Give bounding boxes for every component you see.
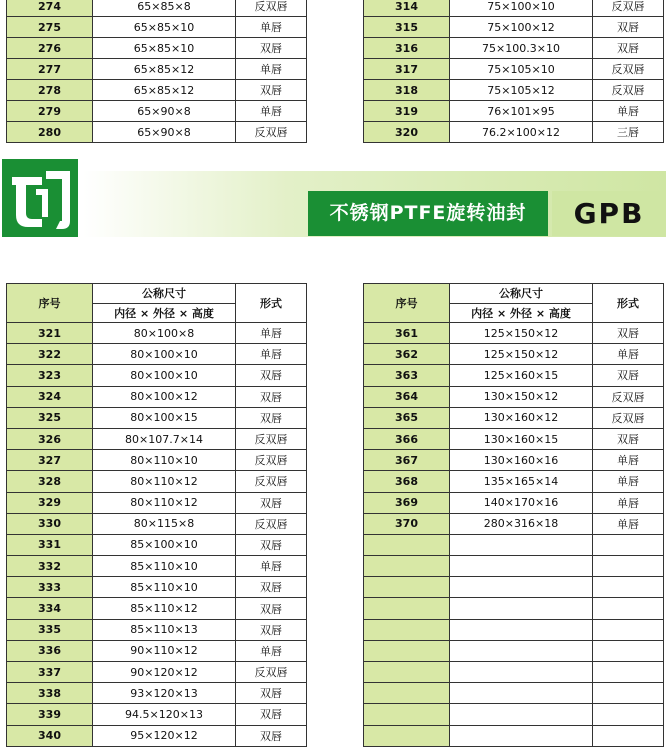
serial-cell: 335 bbox=[7, 619, 93, 640]
serial-cell: 365 bbox=[364, 407, 450, 428]
form-cell: 反双唇 bbox=[593, 386, 664, 407]
serial-cell: 325 bbox=[7, 407, 93, 428]
serial-cell: 366 bbox=[364, 428, 450, 449]
table-row bbox=[7, 59, 307, 80]
serial-cell: 276 bbox=[7, 38, 93, 59]
banner-code: GPB bbox=[552, 191, 666, 236]
size-cell: 75×105×12 bbox=[450, 80, 593, 101]
form-cell: 单唇 bbox=[593, 450, 664, 471]
table-row bbox=[7, 577, 307, 598]
table-row bbox=[7, 80, 307, 101]
form-cell bbox=[593, 662, 664, 683]
serial-cell: 332 bbox=[7, 556, 93, 577]
form-cell: 双唇 bbox=[236, 683, 307, 704]
serial-cell: 362 bbox=[364, 344, 450, 365]
form-cell: 单唇 bbox=[236, 344, 307, 365]
serial-cell: 333 bbox=[7, 577, 93, 598]
serial-cell: 329 bbox=[7, 492, 93, 513]
serial-cell: 339 bbox=[7, 704, 93, 725]
size-cell: 125×150×12 bbox=[450, 323, 593, 344]
table-row bbox=[7, 556, 307, 577]
form-cell: 单唇 bbox=[236, 640, 307, 661]
table-row bbox=[364, 513, 664, 534]
size-cell: 85×100×10 bbox=[93, 534, 236, 555]
size-cell: 80×110×12 bbox=[93, 471, 236, 492]
size-cell: 80×115×8 bbox=[93, 513, 236, 534]
form-cell bbox=[593, 619, 664, 640]
serial-cell: 320 bbox=[364, 122, 450, 143]
size-cell bbox=[450, 725, 593, 746]
size-cell bbox=[450, 598, 593, 619]
table-row bbox=[364, 704, 664, 725]
size-cell: 80×100×10 bbox=[93, 365, 236, 386]
serial-cell: 323 bbox=[7, 365, 93, 386]
table-row bbox=[7, 0, 307, 17]
form-cell: 反双唇 bbox=[236, 122, 307, 143]
size-cell: 80×107.7×14 bbox=[93, 428, 236, 449]
serial-cell: 336 bbox=[7, 640, 93, 661]
size-cell: 130×150×12 bbox=[450, 386, 593, 407]
form-cell bbox=[593, 640, 664, 661]
top-left-table bbox=[6, 0, 307, 143]
header-dims: 内径 × 外径 × 高度 bbox=[93, 303, 236, 323]
serial-cell: 328 bbox=[7, 471, 93, 492]
serial-cell bbox=[364, 683, 450, 704]
size-cell: 65×85×12 bbox=[93, 80, 236, 101]
serial-cell bbox=[364, 534, 450, 555]
form-cell: 反双唇 bbox=[593, 0, 664, 17]
form-cell: 双唇 bbox=[236, 577, 307, 598]
bottom-left-body bbox=[7, 323, 307, 747]
table-row bbox=[364, 556, 664, 577]
serial-cell: 280 bbox=[7, 122, 93, 143]
bottom-right-body bbox=[364, 323, 664, 747]
size-cell: 125×160×15 bbox=[450, 365, 593, 386]
size-cell bbox=[450, 704, 593, 725]
serial-cell: 364 bbox=[364, 386, 450, 407]
header-row bbox=[7, 284, 307, 304]
table-row bbox=[7, 101, 307, 122]
table-row bbox=[364, 471, 664, 492]
size-cell: 85×110×10 bbox=[93, 577, 236, 598]
form-cell: 反双唇 bbox=[236, 471, 307, 492]
top-right-table bbox=[363, 0, 664, 143]
serial-cell: 369 bbox=[364, 492, 450, 513]
form-cell bbox=[593, 534, 664, 555]
header-dims: 内径 × 外径 × 高度 bbox=[450, 303, 593, 323]
table-row bbox=[364, 38, 664, 59]
size-cell: 94.5×120×13 bbox=[93, 704, 236, 725]
form-cell: 双唇 bbox=[236, 407, 307, 428]
table-row bbox=[364, 619, 664, 640]
header-serial: 序号 bbox=[7, 284, 93, 323]
section-banner bbox=[0, 159, 666, 239]
table-row bbox=[7, 704, 307, 725]
header-form: 形式 bbox=[593, 284, 664, 323]
size-cell: 65×90×8 bbox=[93, 122, 236, 143]
size-cell: 80×100×15 bbox=[93, 407, 236, 428]
size-cell: 75×105×10 bbox=[450, 59, 593, 80]
form-cell: 单唇 bbox=[593, 492, 664, 513]
header-serial: 序号 bbox=[364, 284, 450, 323]
size-cell bbox=[450, 640, 593, 661]
serial-cell: 327 bbox=[7, 450, 93, 471]
serial-cell: 331 bbox=[7, 534, 93, 555]
table-row bbox=[7, 323, 307, 344]
header-nominal: 公称尺寸 bbox=[93, 284, 236, 304]
table-row bbox=[364, 101, 664, 122]
table-row bbox=[7, 407, 307, 428]
form-cell bbox=[593, 704, 664, 725]
form-cell: 单唇 bbox=[236, 59, 307, 80]
serial-cell bbox=[364, 725, 450, 746]
form-cell bbox=[593, 683, 664, 704]
serial-cell bbox=[364, 556, 450, 577]
size-cell: 85×110×13 bbox=[93, 619, 236, 640]
serial-cell: 319 bbox=[364, 101, 450, 122]
size-cell: 80×110×10 bbox=[93, 450, 236, 471]
form-cell: 反双唇 bbox=[236, 662, 307, 683]
form-cell bbox=[593, 556, 664, 577]
serial-cell: 340 bbox=[7, 725, 93, 746]
table-row bbox=[364, 344, 664, 365]
header-row bbox=[364, 284, 664, 304]
table-row bbox=[364, 0, 664, 17]
form-cell: 双唇 bbox=[236, 725, 307, 746]
serial-cell: 275 bbox=[7, 17, 93, 38]
size-cell: 90×110×12 bbox=[93, 640, 236, 661]
form-cell bbox=[593, 598, 664, 619]
size-cell: 125×150×12 bbox=[450, 344, 593, 365]
size-cell: 65×85×12 bbox=[93, 59, 236, 80]
table-row bbox=[7, 640, 307, 661]
table-row bbox=[364, 407, 664, 428]
form-cell: 单唇 bbox=[593, 344, 664, 365]
serial-cell: 322 bbox=[7, 344, 93, 365]
form-cell: 三唇 bbox=[593, 122, 664, 143]
table-row bbox=[364, 534, 664, 555]
table-row bbox=[364, 59, 664, 80]
table-row bbox=[364, 323, 664, 344]
serial-cell: 361 bbox=[364, 323, 450, 344]
form-cell: 单唇 bbox=[236, 17, 307, 38]
form-cell: 双唇 bbox=[236, 38, 307, 59]
table-row bbox=[364, 598, 664, 619]
form-cell: 双唇 bbox=[593, 38, 664, 59]
seal-profile-icon bbox=[2, 159, 78, 237]
serial-cell: 277 bbox=[7, 59, 93, 80]
table-row bbox=[7, 513, 307, 534]
serial-cell: 314 bbox=[364, 0, 450, 17]
size-cell: 130×160×16 bbox=[450, 450, 593, 471]
size-cell: 65×85×8 bbox=[93, 0, 236, 17]
table-row bbox=[7, 38, 307, 59]
table-row bbox=[364, 492, 664, 513]
form-cell bbox=[593, 725, 664, 746]
table-row bbox=[7, 344, 307, 365]
table-row bbox=[364, 450, 664, 471]
form-cell: 双唇 bbox=[236, 534, 307, 555]
form-cell: 双唇 bbox=[236, 619, 307, 640]
table-row bbox=[364, 428, 664, 449]
size-cell: 93×120×13 bbox=[93, 683, 236, 704]
size-cell: 135×165×14 bbox=[450, 471, 593, 492]
form-cell: 双唇 bbox=[236, 386, 307, 407]
serial-cell bbox=[364, 662, 450, 683]
serial-cell: 274 bbox=[7, 0, 93, 17]
serial-cell: 318 bbox=[364, 80, 450, 101]
serial-cell bbox=[364, 704, 450, 725]
table-row bbox=[7, 17, 307, 38]
serial-cell: 315 bbox=[364, 17, 450, 38]
size-cell: 76.2×100×12 bbox=[450, 122, 593, 143]
size-cell: 65×85×10 bbox=[93, 38, 236, 59]
serial-cell: 338 bbox=[7, 683, 93, 704]
table-row bbox=[7, 725, 307, 746]
serial-cell: 324 bbox=[7, 386, 93, 407]
form-cell: 双唇 bbox=[593, 428, 664, 449]
size-cell: 80×100×10 bbox=[93, 344, 236, 365]
bottom-right-table bbox=[363, 283, 664, 747]
table-row bbox=[364, 80, 664, 101]
size-cell: 80×110×12 bbox=[93, 492, 236, 513]
table-row bbox=[364, 386, 664, 407]
form-cell: 反双唇 bbox=[236, 428, 307, 449]
form-cell: 双唇 bbox=[236, 492, 307, 513]
table-row bbox=[7, 683, 307, 704]
form-cell: 反双唇 bbox=[236, 450, 307, 471]
size-cell bbox=[450, 556, 593, 577]
form-cell: 单唇 bbox=[593, 513, 664, 534]
table-row bbox=[364, 683, 664, 704]
table-row bbox=[7, 428, 307, 449]
serial-cell bbox=[364, 640, 450, 661]
form-cell: 反双唇 bbox=[236, 0, 307, 17]
table-row bbox=[7, 534, 307, 555]
form-cell: 双唇 bbox=[593, 323, 664, 344]
table-row bbox=[7, 598, 307, 619]
form-cell: 单唇 bbox=[236, 556, 307, 577]
serial-cell: 367 bbox=[364, 450, 450, 471]
size-cell: 80×100×8 bbox=[93, 323, 236, 344]
table-row bbox=[7, 492, 307, 513]
form-cell: 反双唇 bbox=[593, 59, 664, 80]
serial-cell: 370 bbox=[364, 513, 450, 534]
size-cell: 65×85×10 bbox=[93, 17, 236, 38]
table-row bbox=[7, 365, 307, 386]
top-right-body bbox=[364, 0, 664, 143]
size-cell: 75×100×10 bbox=[450, 0, 593, 17]
form-cell: 双唇 bbox=[593, 17, 664, 38]
form-cell: 反双唇 bbox=[593, 80, 664, 101]
top-left-body bbox=[7, 0, 307, 143]
form-cell: 单唇 bbox=[236, 101, 307, 122]
size-cell: 85×110×10 bbox=[93, 556, 236, 577]
serial-cell: 278 bbox=[7, 80, 93, 101]
form-cell: 双唇 bbox=[236, 704, 307, 725]
size-cell: 65×90×8 bbox=[93, 101, 236, 122]
header-form: 形式 bbox=[236, 284, 307, 323]
serial-cell bbox=[364, 598, 450, 619]
size-cell: 80×100×12 bbox=[93, 386, 236, 407]
size-cell bbox=[450, 662, 593, 683]
serial-cell: 317 bbox=[364, 59, 450, 80]
form-cell bbox=[593, 577, 664, 598]
size-cell: 130×160×15 bbox=[450, 428, 593, 449]
table-row bbox=[7, 122, 307, 143]
size-cell: 75×100×12 bbox=[450, 17, 593, 38]
size-cell: 140×170×16 bbox=[450, 492, 593, 513]
table-row bbox=[7, 662, 307, 683]
size-cell: 90×120×12 bbox=[93, 662, 236, 683]
serial-cell: 326 bbox=[7, 428, 93, 449]
serial-cell: 337 bbox=[7, 662, 93, 683]
table-row bbox=[7, 386, 307, 407]
form-cell: 单唇 bbox=[593, 471, 664, 492]
header-nominal: 公称尺寸 bbox=[450, 284, 593, 304]
size-cell: 130×160×12 bbox=[450, 407, 593, 428]
table-row bbox=[364, 725, 664, 746]
form-cell: 单唇 bbox=[593, 101, 664, 122]
size-cell bbox=[450, 534, 593, 555]
form-cell: 单唇 bbox=[236, 323, 307, 344]
table-row bbox=[364, 577, 664, 598]
table-row bbox=[364, 365, 664, 386]
table-row bbox=[364, 17, 664, 38]
serial-cell bbox=[364, 619, 450, 640]
table-row bbox=[364, 122, 664, 143]
table-row bbox=[7, 450, 307, 471]
size-cell: 280×316×18 bbox=[450, 513, 593, 534]
size-cell bbox=[450, 683, 593, 704]
serial-cell: 334 bbox=[7, 598, 93, 619]
serial-cell: 321 bbox=[7, 323, 93, 344]
size-cell: 95×120×12 bbox=[93, 725, 236, 746]
serial-cell bbox=[364, 577, 450, 598]
size-cell: 85×110×12 bbox=[93, 598, 236, 619]
size-cell bbox=[450, 577, 593, 598]
serial-cell: 279 bbox=[7, 101, 93, 122]
size-cell: 75×100.3×10 bbox=[450, 38, 593, 59]
table-row bbox=[364, 640, 664, 661]
form-cell: 反双唇 bbox=[593, 407, 664, 428]
size-cell bbox=[450, 619, 593, 640]
banner-title: 不锈钢PTFE旋转油封 bbox=[329, 202, 527, 224]
serial-cell: 368 bbox=[364, 471, 450, 492]
bottom-left-table bbox=[6, 283, 307, 747]
form-cell: 双唇 bbox=[236, 80, 307, 101]
table-row bbox=[7, 619, 307, 640]
form-cell: 双唇 bbox=[236, 598, 307, 619]
size-cell: 76×101×95 bbox=[450, 101, 593, 122]
table-row bbox=[7, 471, 307, 492]
form-cell: 反双唇 bbox=[236, 513, 307, 534]
serial-cell: 330 bbox=[7, 513, 93, 534]
serial-cell: 316 bbox=[364, 38, 450, 59]
serial-cell: 363 bbox=[364, 365, 450, 386]
seal-profile-logo bbox=[2, 159, 78, 237]
form-cell: 双唇 bbox=[236, 365, 307, 386]
form-cell: 双唇 bbox=[593, 365, 664, 386]
table-row bbox=[364, 662, 664, 683]
